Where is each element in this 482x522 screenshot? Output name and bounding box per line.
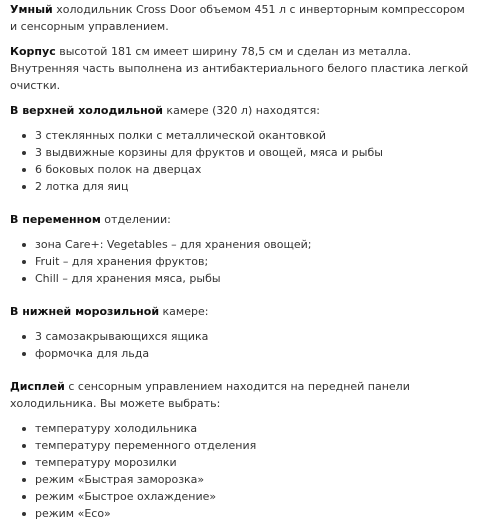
list-item: формочка для льда: [10, 345, 472, 362]
body-paragraph: [10, 43, 472, 94]
freezer-compartment-heading: [10, 303, 472, 320]
bullet-icon: [22, 427, 26, 431]
upper-text: камере (320 л) находятся:: [162, 104, 320, 117]
list-item: температуру морозилки: [10, 454, 472, 471]
body-lead: Корпус: [10, 45, 56, 58]
list-item: температуру холодильника: [10, 420, 472, 437]
upper-compartment-list: [10, 127, 472, 195]
freezer-text: камере:: [159, 305, 209, 318]
list-item: Fruit – для хранения фруктов;: [10, 253, 472, 270]
intro-lead: Умный: [10, 3, 53, 16]
upper-compartment-heading: [10, 102, 472, 119]
bullet-icon: [22, 495, 26, 499]
bullet-icon: [22, 277, 26, 281]
variable-lead: В переменном: [10, 213, 101, 226]
bullet-icon: [22, 185, 26, 189]
bullet-icon: [22, 444, 26, 448]
list-item: 3 выдвижные корзины для фруктов и овощей, мяса и рыбы: [10, 144, 472, 161]
list-item: температуру переменного отделения: [10, 437, 472, 454]
list-item: режим «Быстрая заморозка»: [10, 471, 472, 488]
display-text: с сенсорным управлением находится на передней панели холодильника. Вы можете выбрать:: [10, 380, 410, 410]
body-text: высотой 181 см имеет ширину 78,5 см и сделан из металла. Внутренняя часть выполнена из антибактериального белого пластика легкой очистки.: [10, 45, 469, 92]
freezer-compartment-list: [10, 328, 472, 362]
intro-paragraph: [10, 1, 472, 35]
display-paragraph: [10, 378, 472, 412]
variable-compartment-list: [10, 236, 472, 287]
bullet-icon: [22, 134, 26, 138]
bullet-icon: [22, 512, 26, 516]
intro-text: холодильник Cross Door объемом 451 л с инверторным компрессором и сенсорным управлением.: [10, 3, 465, 33]
list-item: 2 лотка для яиц: [10, 178, 472, 195]
bullet-icon: [22, 243, 26, 247]
bullet-icon: [22, 352, 26, 356]
freezer-lead: В нижней морозильной: [10, 305, 160, 318]
list-item: 3 самозакрывающихся ящика: [10, 328, 472, 345]
bullet-icon: [22, 335, 26, 339]
list-item: режим «Быстрое охлаждение»: [10, 488, 472, 505]
list-item: 6 боковых полок на дверцах: [10, 161, 472, 178]
upper-lead: В верхней холодильной: [10, 104, 163, 117]
display-lead: Дисплей: [10, 380, 65, 393]
bullet-icon: [22, 461, 26, 465]
list-item: зона Care+: Vegetables – для хранения овощей;: [10, 236, 472, 253]
list-item: 3 стеклянных полки с металлической окантовкой: [10, 127, 472, 144]
bullet-icon: [22, 478, 26, 482]
variable-compartment-heading: [10, 211, 472, 228]
bullet-icon: [22, 168, 26, 172]
bullet-icon: [22, 151, 26, 155]
bullet-icon: [22, 260, 26, 264]
list-item: Chill – для хранения мяса, рыбы: [10, 270, 472, 287]
variable-text: отделении:: [100, 213, 171, 226]
display-options-list: [10, 420, 472, 522]
list-item: режим «Eco»: [10, 505, 472, 522]
